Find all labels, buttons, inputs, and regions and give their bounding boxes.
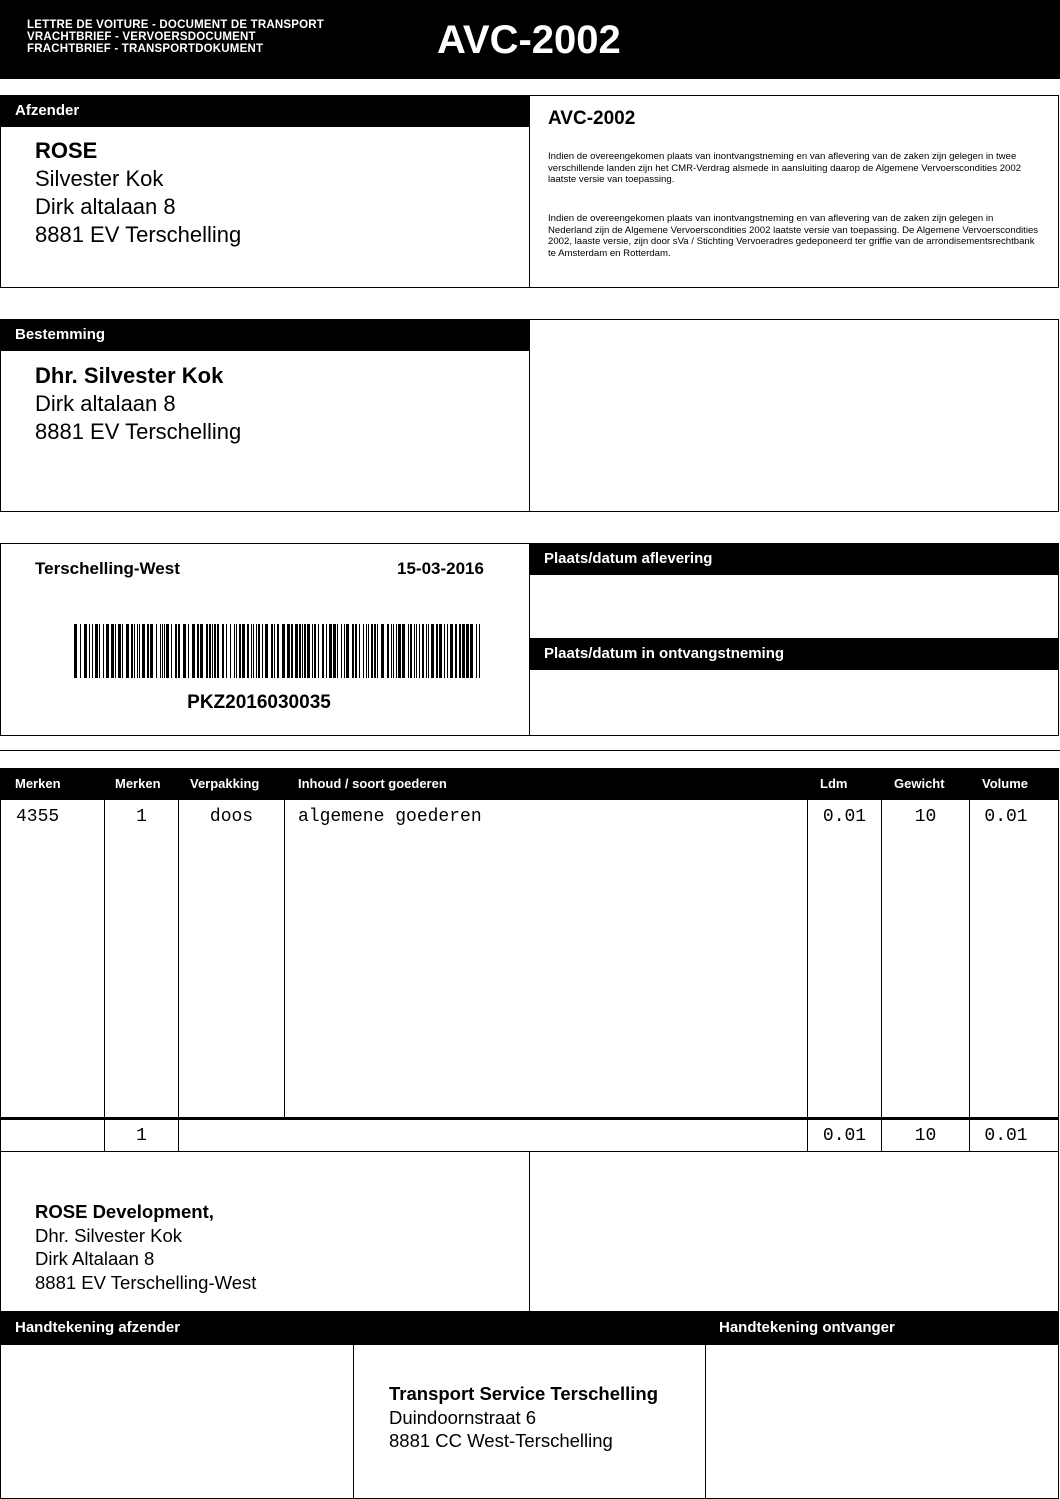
row-packaging: doos (209, 807, 254, 827)
barcode-bar (92, 624, 93, 678)
barcode-bar (171, 624, 172, 678)
col-header-ldm: Ldm (820, 776, 848, 791)
barcode-bar (333, 624, 336, 678)
barcode-bar (74, 624, 77, 678)
barcode-bar (192, 624, 195, 678)
row-volume: 0.01 (984, 807, 1028, 827)
terms-paragraph-cmr: Indien de overeengekomen plaats van inontvangstneming en van aflevering van de zaken zijn gelegen in twee verschillende landen zijn het CMR-Verdrag alsmede in aansluiting daarop de Algemene Vervoerscondities 2002 laatste versie van toepassing. (548, 151, 1022, 185)
section-divider (0, 750, 1060, 751)
barcode-bar (106, 624, 109, 678)
barcode-bar (422, 624, 424, 678)
barcode-bar (160, 624, 161, 678)
barcode-bar (137, 624, 138, 678)
col-header-marks-count: Merken (115, 776, 161, 791)
barcode-bar (431, 624, 434, 678)
receiver-signature-box (705, 1344, 1059, 1499)
barcode-bar (312, 624, 313, 678)
barcode-bar (402, 624, 405, 678)
shipment-date: 15-03-2016 (397, 559, 484, 578)
barcode-bar (239, 624, 241, 678)
col-header-packaging: Verpakking (190, 776, 260, 791)
barcode-bar (391, 624, 392, 678)
barcode-bar (387, 624, 389, 678)
barcode-number: PKZ2016030035 (187, 692, 331, 713)
principal-street: Dirk Altalaan 8 (35, 1248, 155, 1269)
barcode-bar (346, 624, 349, 678)
barcode-bar (84, 624, 87, 678)
barcode-bar (214, 624, 216, 678)
terms-paragraph-avc: Indien de overeengekomen plaats van inontvangstneming en van aflevering van de zaken zijn gelegen in Nederland zijn de Algemene Vervoerscondities 2002 laatste versie van toepassing. De Algemene Vervoerscondities 2002, laaste versie, zijn door sVa / Stichting Vervoeradres gedeponeerd ter griffie van de arrondisementsrechtbank te Amsterdam en Rotterdam. (548, 213, 1039, 259)
document-header (0, 0, 1060, 79)
sender-signature-label: Handtekening afzender (15, 1319, 181, 1336)
principal-address (35, 1200, 256, 1294)
sender-name: Silvester Kok (35, 166, 164, 191)
destination-side-box (529, 319, 1059, 512)
barcode-bar (274, 624, 275, 678)
barcode-bar (318, 624, 319, 678)
col-header-contents: Inhoud / soort goederen (298, 776, 447, 791)
barcode-bar (479, 624, 480, 678)
header-subtitle-fr: LETTRE DE VOITURE - DOCUMENT DE TRANSPORT (27, 19, 324, 31)
destination-street: Dirk altalaan 8 (35, 391, 176, 416)
barcode-bar (226, 624, 227, 678)
notes-label: Aantekeningen (545, 1158, 653, 1175)
barcode-bar (122, 624, 123, 678)
barcode-bar (183, 624, 186, 678)
barcode-bar (439, 624, 442, 678)
barcode-bar (103, 624, 104, 678)
barcode-bar (111, 624, 114, 678)
sender-signature-box (0, 1344, 354, 1499)
col-divider (104, 800, 105, 1151)
barcode-bar (80, 624, 81, 678)
barcode-bar (242, 624, 245, 678)
barcode-bar (256, 624, 257, 678)
barcode-bar (355, 624, 357, 678)
shipment-place: Terschelling-West (35, 559, 180, 578)
barcode-bar (200, 624, 203, 678)
barcode-bar (178, 624, 180, 678)
row-ldm: 0.01 (822, 807, 867, 827)
barcode-bar (476, 624, 477, 678)
barcode-bar (410, 624, 412, 678)
barcode-bar (147, 624, 149, 678)
barcode-bar (253, 624, 254, 678)
header-subtitle-de: FRACHTBRIEF - TRANSPORTDOKUMENT (27, 43, 264, 55)
receiver-signature-label: Handtekening ontvanger (719, 1319, 895, 1336)
carrier-company: Transport Service Terschelling (389, 1383, 659, 1404)
barcode-bar (262, 624, 263, 678)
barcode-bar (126, 624, 129, 678)
barcode-bar (115, 624, 116, 678)
barcode-bar (304, 624, 306, 678)
barcode-bar (396, 624, 397, 678)
barcode-bar (236, 624, 237, 678)
barcode-bar (470, 624, 473, 678)
total-weight: 10 (914, 1126, 937, 1146)
barcode-bar (271, 624, 273, 678)
barcode-bar (175, 624, 177, 678)
barcode-bar (450, 624, 453, 678)
barcode-bar (428, 624, 429, 678)
barcode-bar (150, 624, 153, 678)
barcode-bar (302, 624, 303, 678)
barcode-bar (381, 624, 384, 678)
barcode-bar (234, 624, 235, 678)
barcode-bar (206, 624, 208, 678)
barcode-bar (363, 624, 364, 678)
principal-name: Dhr. Silvester Kok (35, 1224, 183, 1246)
barcode-bar (455, 624, 457, 678)
barcode-bar (291, 624, 293, 678)
barcode-bar (398, 624, 401, 678)
barcode-bar (341, 624, 342, 678)
barcode-bar (258, 624, 260, 678)
barcode-bar (95, 624, 98, 678)
destination-name: Dhr. Silvester Kok (35, 363, 224, 388)
destination-label: Bestemming (0, 319, 530, 351)
col-header-weight: Gewicht (894, 776, 945, 791)
barcode-bar (416, 624, 417, 678)
col-divider (284, 800, 285, 1118)
principal-label: Opdrachtgever (15, 1158, 122, 1175)
barcode-bar (426, 624, 427, 678)
delivery-label: Plaats/datum aflevering (529, 543, 1059, 575)
principal-city: 8881 EV Terschelling-West (35, 1271, 257, 1293)
barcode-bar (299, 624, 301, 678)
barcode-bar (368, 624, 369, 678)
barcode-bar (393, 624, 394, 678)
barcode-bar (217, 624, 219, 678)
barcode-bar (419, 624, 420, 678)
row-marks: 4355 (16, 807, 60, 827)
barcode-bar (251, 624, 252, 678)
barcode-bar (197, 624, 199, 678)
barcode-bar (459, 624, 461, 678)
barcode-bar (314, 624, 316, 678)
barcode-bar (344, 624, 345, 678)
barcode-bar (371, 624, 373, 678)
total-ldm: 0.01 (822, 1126, 867, 1146)
barcode-bar (414, 624, 415, 678)
barcode-bar (131, 624, 133, 678)
row-count: 1 (136, 807, 147, 827)
barcode-bar (337, 624, 338, 678)
barcode (74, 624, 484, 678)
col-header-marks: Merken (15, 776, 61, 791)
barcode-bar (444, 624, 445, 678)
barcode-bar (447, 624, 448, 678)
sender-street: Dirk altalaan 8 (35, 194, 176, 219)
carrier-city: 8881 CC West-Terschelling (389, 1430, 613, 1451)
col-divider (807, 800, 808, 1151)
col-header-volume: Volume (982, 776, 1028, 791)
barcode-bar (374, 624, 376, 678)
barcode-bar (287, 624, 290, 678)
barcode-bar (462, 624, 465, 678)
sender-company: ROSE (35, 138, 98, 163)
row-weight: 10 (914, 807, 937, 827)
table-border-right (1058, 800, 1059, 1151)
barcode-bar (322, 624, 324, 678)
principal-company: ROSE Development, (35, 1201, 214, 1222)
header-subtitle-nl: VRACHTBRIEF - VERVOERSDOCUMENT (27, 31, 256, 43)
barcode-bar (247, 624, 249, 678)
barcode-bar (222, 624, 224, 678)
total-count: 1 (136, 1126, 147, 1146)
barcode-bar (277, 624, 279, 678)
barcode-bar (118, 624, 121, 678)
col-divider (969, 800, 970, 1151)
col-divider (178, 800, 179, 1151)
barcode-bar (436, 624, 438, 678)
row-contents: algemene goederen (298, 807, 482, 827)
sender-address (35, 137, 241, 249)
barcode-bar (134, 624, 135, 678)
barcode-bar (209, 624, 211, 678)
barcode-bar (166, 624, 169, 678)
destination-city: 8881 EV Terschelling (35, 419, 242, 444)
carrier-street: Duindoornstraat 6 (389, 1406, 537, 1428)
barcode-bar (326, 624, 327, 678)
terms-title: AVC-2002 (548, 108, 636, 129)
barcode-bar (139, 624, 140, 678)
barcode-bar (466, 624, 469, 678)
barcode-bar (377, 624, 378, 678)
barcode-bar (282, 624, 285, 678)
col-divider (881, 800, 882, 1151)
table-border-left (0, 800, 1, 1151)
totals-divider (0, 1117, 1059, 1120)
barcode-bar (329, 624, 332, 678)
document-code: AVC-2002 (437, 18, 621, 62)
barcode-bar (408, 624, 409, 678)
barcode-bar (366, 624, 367, 678)
destination-address (35, 362, 241, 446)
barcode-bar (230, 624, 231, 678)
barcode-bar (142, 624, 145, 678)
pickup-label: Plaats/datum in ontvangstneming (529, 638, 1059, 670)
barcode-bar (89, 624, 90, 678)
barcode-bar (295, 624, 298, 678)
barcode-bar (99, 624, 100, 678)
sender-label: Afzender (0, 95, 530, 127)
barcode-bar (359, 624, 360, 678)
barcode-bar (162, 624, 163, 678)
barcode-bar (212, 624, 213, 678)
barcode-bar (188, 624, 189, 678)
carrier-address (389, 1382, 658, 1453)
barcode-bar (164, 624, 165, 678)
total-volume: 0.01 (984, 1126, 1028, 1146)
sender-city: 8881 EV Terschelling (35, 222, 242, 247)
barcode-bar (352, 624, 354, 678)
barcode-bar (307, 624, 310, 678)
barcode-bar (156, 624, 157, 678)
barcode-bar (265, 624, 268, 678)
